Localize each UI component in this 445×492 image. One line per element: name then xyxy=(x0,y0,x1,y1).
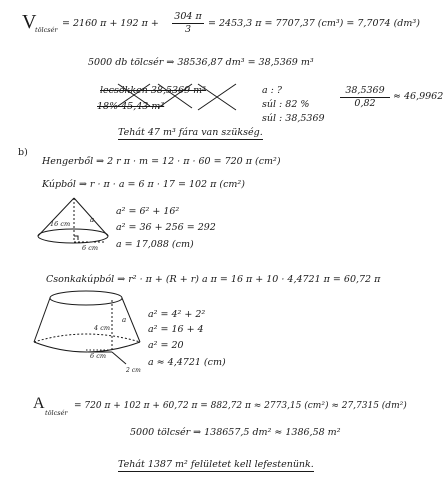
frustum-sketch xyxy=(34,291,140,364)
fraction-numerator: 304 π xyxy=(174,11,202,22)
part-b-label: b) xyxy=(18,147,28,158)
frustum-height-label: 4 cm xyxy=(94,324,111,332)
area-symbol-a: A xyxy=(33,395,45,412)
answer-part-a: Tehát 47 m³ fára van szükség. xyxy=(118,127,263,138)
unknown-a-line: a : ? xyxy=(262,85,282,96)
frustum-eq-2: a² = 16 + 4 xyxy=(148,324,204,335)
ratio-numerator: 38,5369 xyxy=(345,85,385,96)
answer-part-b: Tehát 1387 m² felületet kell lefestenünk. xyxy=(118,459,314,470)
frustum-eq-3: a² = 20 xyxy=(148,340,184,351)
ratio-result: ≈ 46,9962 xyxy=(393,91,444,102)
frustum-eq-1: a² = 4² + 2² xyxy=(148,309,206,320)
cylinder-area-line: Hengerből ⇒ 2 r π · m = 12 · π · 60 = 720 π (cm²) xyxy=(42,156,281,167)
cone-radius-label: 6 cm xyxy=(82,244,99,252)
frustum-eq-4: a ≈ 4,4721 (cm) xyxy=(148,357,226,368)
line-5000-volume: 5000 db tölcsér ⇒ 38536,87 dm³ = 38,5369 m³ xyxy=(88,57,314,68)
cone-eq-1: a² = 6² + 16² xyxy=(116,206,180,217)
cone-slant-label: a xyxy=(90,216,95,224)
volume-symbol-v: V xyxy=(22,11,37,33)
area-total-line: = 720 π + 102 π + 60,72 π = 882,72 π ≈ 2773,15 (cm²) ≈ 27,7315 (dm²) xyxy=(74,401,407,411)
frustum-extra-label: 2 cm xyxy=(126,367,141,374)
cone-eq-3: a = 17,088 (cm) xyxy=(116,239,194,250)
value-line: súl : 38,5369 xyxy=(262,113,325,124)
crossed-proportion-top: lecsökken 38,5369 m³ xyxy=(100,85,206,96)
fraction-denominator: 3 xyxy=(184,23,192,35)
area-5000-line: 5000 tölcsér ⇒ 138657,5 dm² ≈ 1386,58 m² xyxy=(130,427,341,438)
frustum-area-line: Csonkakúpból ⇒ r² · π + (R + r) a π = 16 π + 10 · 4,4721 π = 60,72 π xyxy=(46,274,381,285)
cone-sketch xyxy=(38,198,108,243)
ratio-denominator: 0,82 xyxy=(354,97,376,109)
scratch-cross-out xyxy=(118,84,236,110)
cone-height-label: 16 cm xyxy=(50,220,71,228)
frustum-slant-label: a xyxy=(122,316,127,324)
area-subscript: tölcsér xyxy=(45,409,68,417)
cone-area-line: Kúpból ⇒ r · π · a = 6 π · 17 = 102 π (cm²) xyxy=(42,179,245,190)
volume-result: = 2453,3 π = 7707,37 (cm³) = 7,7074 (dm³) xyxy=(208,18,420,29)
volume-sum-left: = 2160 π + 192 π + xyxy=(62,18,159,29)
percent-line: súl : 82 % xyxy=(262,99,310,110)
frustum-bottom-label: 6 cm xyxy=(90,352,107,360)
volume-subscript: tölcsér xyxy=(35,26,58,34)
cone-eq-2: a² = 36 + 256 = 292 xyxy=(116,222,216,233)
crossed-proportion-bottom: 18% 45,43 m³ xyxy=(97,101,165,112)
